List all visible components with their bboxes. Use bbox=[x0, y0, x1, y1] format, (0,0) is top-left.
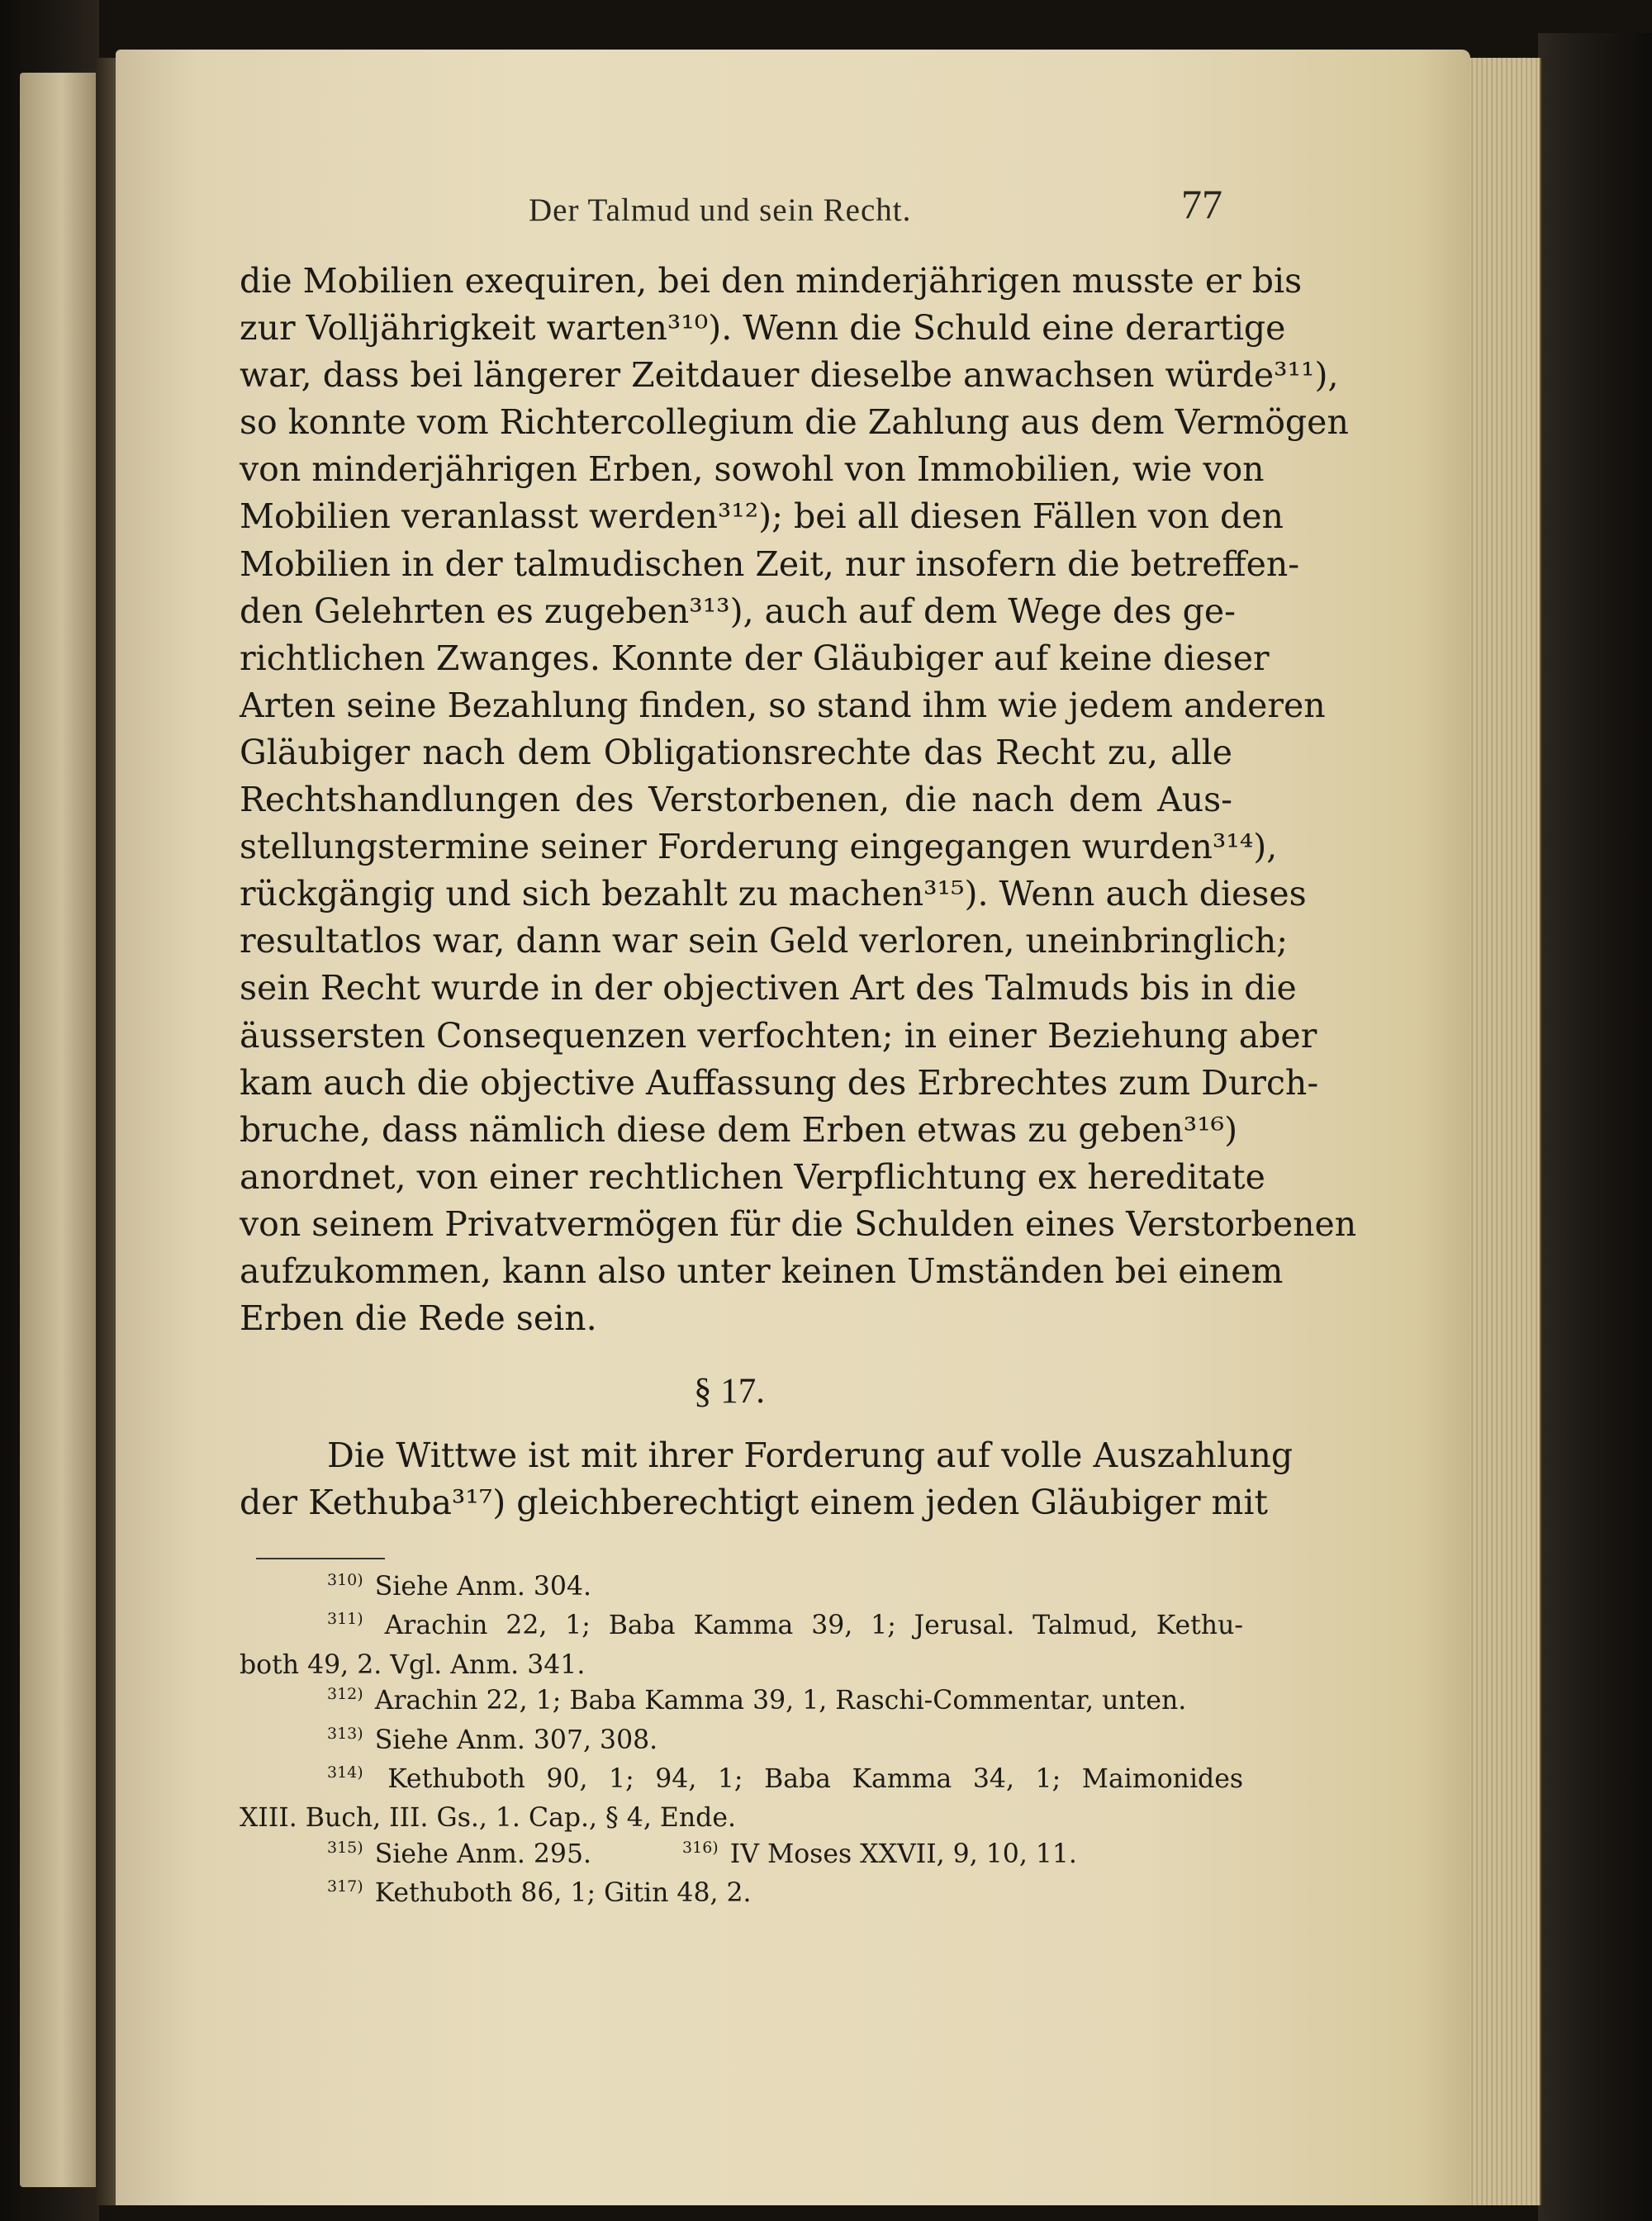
footnote-text: IV Moses XXVII, 9, 10, 11. bbox=[729, 1839, 1077, 1869]
text-line: aufzukommen, kann also unter keinen Umständen bei einem bbox=[240, 1250, 1284, 1291]
footnote-divider bbox=[256, 1558, 385, 1559]
text-line: war, dass bei längerer Zeitdauer dieselbe anwachsen würde³¹¹), bbox=[240, 355, 1339, 396]
text-line: Rechtshandlungen des Verstorbenen, die nach dem Aus- bbox=[240, 780, 1232, 820]
previous-page-edge bbox=[20, 73, 96, 2187]
text-line: sein Recht wurde in der objectiven Art des Talmuds bis in die bbox=[240, 968, 1297, 1008]
main-paragraph bbox=[240, 258, 1357, 1342]
footnote-text: Kethuboth 86, 1; Gitin 48, 2. bbox=[374, 1878, 752, 1909]
footnote bbox=[240, 1876, 1243, 1915]
footnote-number: 311) bbox=[327, 1610, 363, 1629]
text-line: Erben die Rede sein. bbox=[240, 1298, 597, 1339]
footnote-continuation: XIII. Buch, III. Gs., 1. Cap., § 4, Ende. bbox=[240, 1803, 736, 1834]
footnote-text: Arachin 22, 1; Baba Kamma 39, 1; Jerusal. Talmud, Kethu- bbox=[384, 1611, 1244, 1641]
text-line: so konnte vom Richtercollegium die Zahlung aus dem Vermögen bbox=[240, 402, 1349, 443]
footnote-pair bbox=[240, 1837, 1243, 1876]
running-title: Der Talmud und sein Recht. bbox=[529, 192, 912, 228]
footnote-number: 316) bbox=[682, 1838, 719, 1857]
text-line: Mobilien in der talmudischen Zeit, nur insofern die betreffen- bbox=[240, 543, 1300, 584]
footnote-number: 313) bbox=[327, 1724, 363, 1743]
footnote bbox=[240, 1569, 1243, 1608]
text-line: die Mobilien exequiren, bei den minderjährigen musste er bis bbox=[240, 261, 1303, 301]
footnote-text: Siehe Anm. 304. bbox=[374, 1572, 592, 1602]
footnotes bbox=[240, 1569, 1243, 1915]
text-line: Gläubiger nach dem Obligationsrechte das Recht zu, alle bbox=[240, 732, 1232, 772]
footnote bbox=[240, 1723, 1243, 1762]
footnote-text: Kethuboth 90, 1; 94, 1; Baba Kamma 34, 1; Maimonides bbox=[387, 1764, 1243, 1795]
text-line: den Gelehrten es zugeben³¹³), auch auf dem Wege des ge- bbox=[240, 591, 1236, 631]
footnote-continuation: both 49, 2. Vgl. Anm. 341. bbox=[240, 1649, 586, 1680]
footnote bbox=[240, 1608, 1243, 1647]
footnote-number: 314) bbox=[327, 1763, 363, 1782]
text-line: Arten seine Bezahlung finden, so stand ihm wie jedem anderen bbox=[240, 685, 1326, 725]
section-heading: § 17. bbox=[694, 1372, 765, 1411]
footnote-number: 317) bbox=[327, 1877, 363, 1896]
text-line: resultatlos war, dann war sein Geld verloren, uneinbringlich; bbox=[240, 921, 1289, 961]
section-paragraph bbox=[240, 1432, 1294, 1526]
footnote bbox=[240, 1762, 1243, 1801]
text-line: bruche, dass nämlich diese dem Erben etwas zu geben³¹⁶) bbox=[240, 1109, 1238, 1150]
text-line: der Kethuba³¹⁷) gleichberechtigt einem jeden Gläubiger mit bbox=[240, 1483, 1268, 1523]
page-number: 77 bbox=[1181, 181, 1222, 227]
footnote bbox=[240, 1683, 1243, 1722]
text-line: Mobilien veranlasst werden³¹²); bei all diesen Fällen von den bbox=[240, 496, 1284, 537]
text-line: von minderjährigen Erben, sowohl von Immobilien, wie von bbox=[240, 449, 1265, 490]
book-cover-right bbox=[1538, 33, 1652, 2221]
text-line: kam auch die objective Auffassung des Erbrechtes zum Durch- bbox=[240, 1062, 1319, 1103]
footnote-text: Arachin 22, 1; Baba Kamma 39, 1, Raschi-Commentar, unten. bbox=[374, 1686, 1187, 1716]
text-line: von seinem Privatvermögen für die Schulden eines Verstorbenen bbox=[240, 1203, 1357, 1244]
footnote-text: Siehe Anm. 307, 308. bbox=[374, 1725, 658, 1755]
footnote-text: Siehe Anm. 295. bbox=[374, 1839, 592, 1869]
text-line: anordnet, von einer rechtlichen Verpflichtung ex hereditate bbox=[240, 1156, 1265, 1197]
text-line: äussersten Consequenzen verfochten; in einer Beziehung aber bbox=[240, 1015, 1317, 1056]
text-line: richtlichen Zwanges. Konnte der Gläubiger auf keine dieser bbox=[240, 638, 1270, 678]
page-header bbox=[529, 180, 1222, 238]
text-line: Die Wittwe ist mit ihrer Forderung auf volle Auszahlung bbox=[327, 1436, 1294, 1475]
page-fore-edge bbox=[1464, 58, 1541, 2205]
footnote-number: 315) bbox=[327, 1838, 363, 1857]
footnote-number: 312) bbox=[327, 1685, 363, 1704]
text-line: stellungstermine seiner Forderung eingegangen wurden³¹⁴), bbox=[240, 827, 1278, 867]
text-line: zur Volljährigkeit warten³¹⁰). Wenn die Schuld eine derartige bbox=[240, 308, 1286, 349]
text-line: rückgängig und sich bezahlt zu machen³¹⁵). Wenn auch dieses bbox=[240, 874, 1307, 914]
footnote-number: 310) bbox=[327, 1571, 363, 1589]
